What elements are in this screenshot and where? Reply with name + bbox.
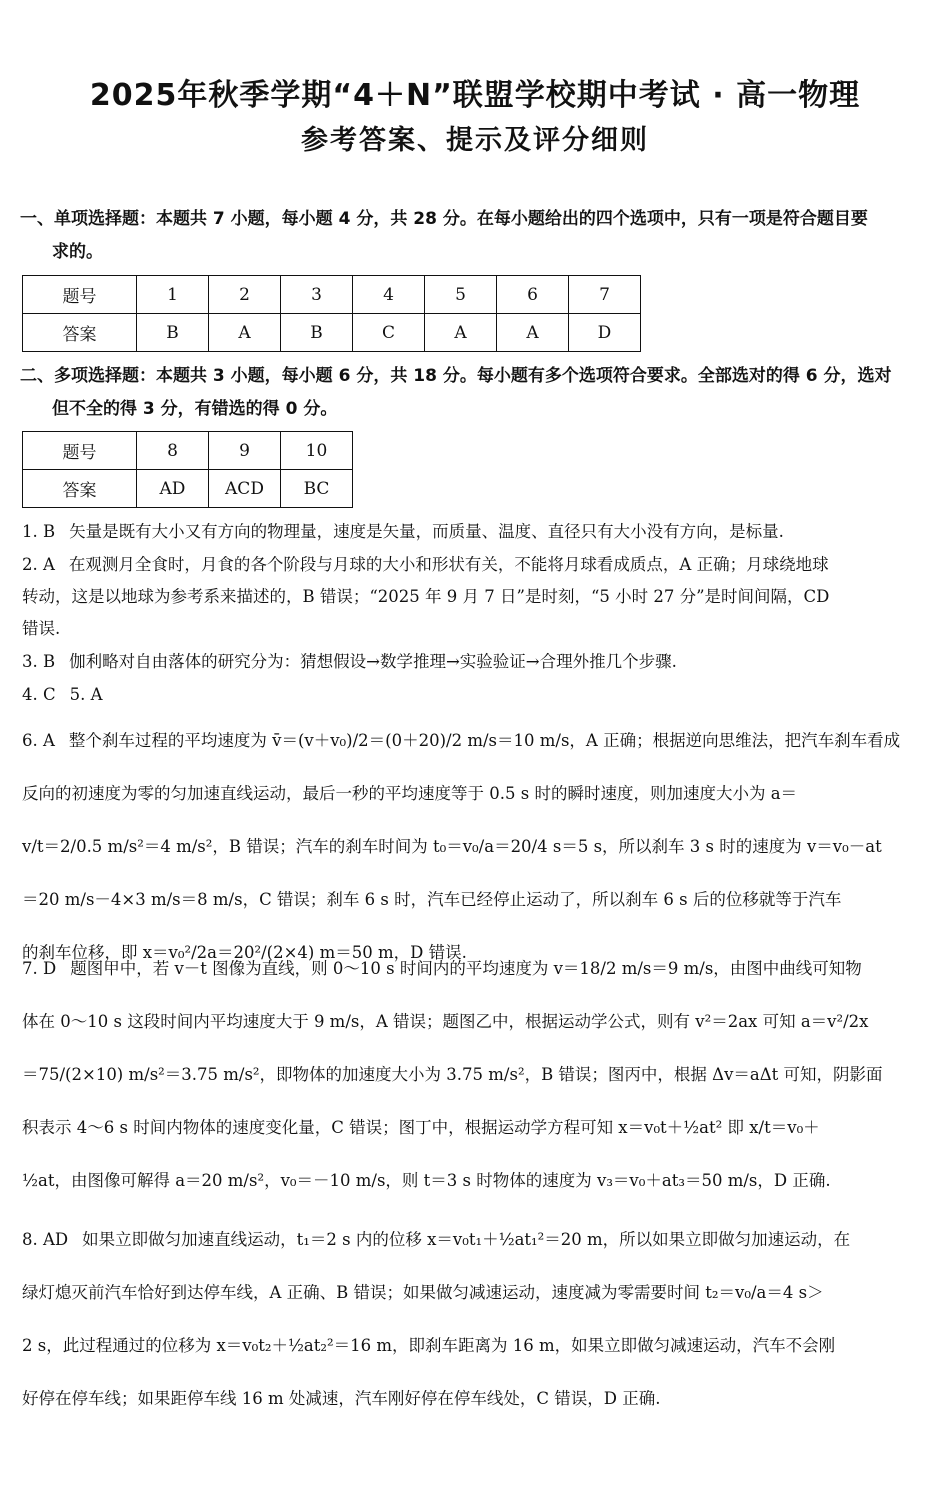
explanation-text: 5. A xyxy=(69,685,103,704)
explanation-text: 错误. xyxy=(22,619,61,638)
question-label: 1. B xyxy=(22,522,56,541)
explanation-text: v/t＝2/0.5 m/s²＝4 m/s²，B 错误；汽车的刹车时间为 t₀＝v₀/a＝20/4 s＝5 s，所以刹车 3 s 时的速度为 v＝v₀－at xyxy=(22,837,882,856)
question-number: 5 xyxy=(425,276,497,314)
page-title: 2025年秋季学期“4＋N”联盟学校期中考试 · 高一物理 xyxy=(89,78,861,113)
explanation-text: 好停在停车线；如果距停车线 16 m 处减速，汽车刚好停在停车线处，C 错误，D 正确. xyxy=(22,1389,661,1408)
explanation-text: 整个刹车过程的平均速度为 v̄＝(v＋v₀)/2＝(0＋20)/2 m/s＝10 m/s，A 正确；根据逆向思维法，把汽车刹车看成 xyxy=(68,731,901,750)
question-number: 10 xyxy=(281,432,353,470)
question-number: 4 xyxy=(353,276,425,314)
question-label: 8. AD xyxy=(22,1230,69,1249)
answer-cell: B xyxy=(281,314,353,352)
answer-cell: A xyxy=(497,314,569,352)
table-header-cell: 答案 xyxy=(23,470,137,508)
answer-cell: B xyxy=(137,314,209,352)
explanation-q8 xyxy=(22,1213,934,1425)
explanation-text: 体在 0～10 s 这段时间内平均速度大于 9 m/s，A 错误；题图乙中，根据运动学公式，则有 v²＝2ax 可知 a＝v²/2x xyxy=(22,1012,869,1031)
question-number: 1 xyxy=(137,276,209,314)
explanation-text: 的刹车位移，即 x＝v₀²/2a＝20²/(2×4) m＝50 m，D 错误. xyxy=(22,943,467,962)
explanation-text: 矢量是既有大小又有方向的物理量，速度是矢量，而质量、温度、直径只有大小没有方向，是标量. xyxy=(69,522,784,541)
section2-cont: 但不全的得 3 分，有错选的得 0 分。 xyxy=(52,399,338,419)
table-header-cell: 题号 xyxy=(23,276,137,314)
explanation-q6 xyxy=(22,714,934,979)
table-row xyxy=(23,470,353,508)
explanation-q4-q5 xyxy=(22,679,934,711)
question-number: 8 xyxy=(137,432,209,470)
answer-cell: D xyxy=(569,314,641,352)
explanation-text: ＝20 m/s－4×3 m/s＝8 m/s，C 错误；刹车 6 s 时，汽车已经停止运动了，所以刹车 6 s 后的位移就等于汽车 xyxy=(22,890,842,909)
section1-cont: 求的。 xyxy=(52,242,103,262)
single-choice-table xyxy=(22,275,641,352)
section2-heading xyxy=(20,360,935,426)
explanation-text: 伽利略对自由落体的研究分为：猜想假设→数学推理→实验验证→合理外推几个步骤. xyxy=(69,652,677,671)
question-number: 7 xyxy=(569,276,641,314)
answer-cell: A xyxy=(209,314,281,352)
question-label: 3. B xyxy=(22,652,56,671)
explanation-text: 反向的初速度为零的匀加速直线运动，最后一秒的平均速度等于 0.5 s 时的瞬时速度，则加速度大小为 a＝ xyxy=(22,784,798,803)
question-number: 6 xyxy=(497,276,569,314)
table-header-cell: 题号 xyxy=(23,432,137,470)
explanation-text: 积表示 4～6 s 时间内物体的速度变化量，C 错误；图丁中，根据运动学方程可知 x＝v₀t＋½at² 即 x/t＝v₀＋ xyxy=(22,1118,820,1137)
explanation-text: ½at，由图像可解得 a＝20 m/s²，v₀＝－10 m/s，则 t＝3 s 时物体的速度为 v₃＝v₀＋at₃＝50 m/s，D 正确. xyxy=(22,1171,831,1190)
page-subtitle: 参考答案、提示及评分细则 xyxy=(301,125,649,156)
table-row xyxy=(23,432,353,470)
explanation-text: ＝75/(2×10) m/s²＝3.75 m/s²，即物体的加速度大小为 3.75 m/s²，B 错误；图丙中，根据 Δv＝aΔt 可知，阴影面 xyxy=(22,1065,883,1084)
explanation-text: 转动，这是以地球为参考系来描述的，B 错误；“2025 年 9 月 7 日”是时刻，“5 小时 27 分”是时间间隔，CD xyxy=(22,587,830,606)
explanation-text: 题图甲中，若 v－t 图像为直线，则 0～10 s 时间内的平均速度为 v＝18/2 m/s＝9 m/s，由图中曲线可知物 xyxy=(70,959,862,978)
explanation-text: 2 s，此过程通过的位移为 x＝v₀t₂＋½at₂²＝16 m，即刹车距离为 16 m，如果立即做匀减速运动，汽车不会刚 xyxy=(22,1336,836,1355)
question-label: 6. A xyxy=(22,731,55,750)
question-number: 2 xyxy=(209,276,281,314)
question-number: 9 xyxy=(209,432,281,470)
section1-heading xyxy=(20,203,935,269)
question-label: 2. A xyxy=(22,555,55,574)
explanation-text: 如果立即做匀加速直线运动，t₁＝2 s 内的位移 x＝v₀t₁＋½at₁²＝20 m，所以如果立即做匀加速运动，在 xyxy=(82,1230,851,1249)
answer-cell: BC xyxy=(281,470,353,508)
explanation-q3 xyxy=(22,646,934,678)
explanation-text: 绿灯熄灭前汽车恰好到达停车线，A 正确、B 错误；如果做匀减速运动，速度减为零需要时间 t₂＝v₀/a＝4 s＞ xyxy=(22,1283,824,1302)
question-label: 7. D xyxy=(22,959,57,978)
question-number: 3 xyxy=(281,276,353,314)
answer-cell: ACD xyxy=(209,470,281,508)
answer-cell: AD xyxy=(137,470,209,508)
table-row xyxy=(23,276,641,314)
multiple-choice-table xyxy=(22,431,353,508)
section2-text: 二、多项选择题：本题共 3 小题，每小题 6 分，共 18 分。每小题有多个选项符合要求。全部选对的得 6 分，选对 xyxy=(20,366,892,386)
table-row xyxy=(23,314,641,352)
explanation-q7 xyxy=(22,942,934,1207)
explanation-q1 xyxy=(22,516,934,548)
answer-cell: C xyxy=(353,314,425,352)
explanation-q2 xyxy=(22,549,934,645)
question-label: 4. C xyxy=(22,685,56,704)
answer-cell: A xyxy=(425,314,497,352)
table-header-cell: 答案 xyxy=(23,314,137,352)
section1-text: 一、单项选择题：本题共 7 小题，每小题 4 分，共 28 分。在每小题给出的四个选项中，只有一项是符合题目要 xyxy=(20,209,868,229)
explanation-text: 在观测月全食时，月食的各个阶段与月球的大小和形状有关，不能将月球看成质点，A 正确；月球绕地球 xyxy=(68,555,829,574)
